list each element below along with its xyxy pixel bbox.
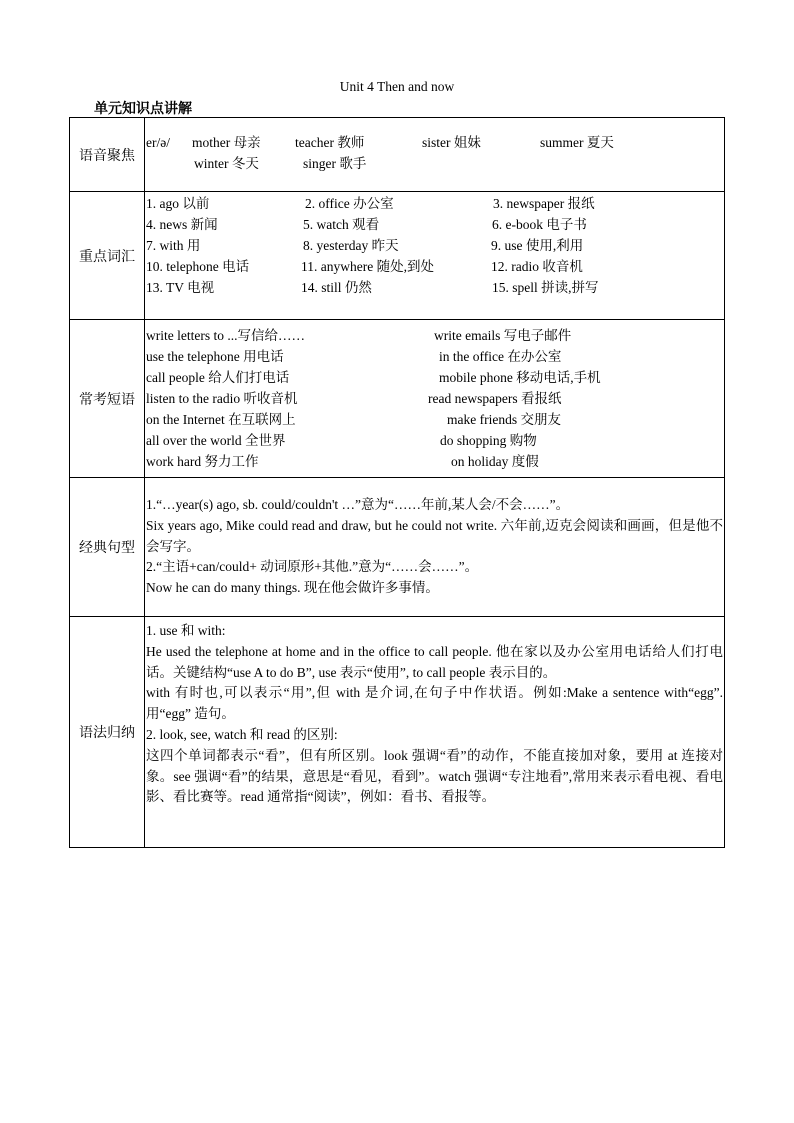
row-label: 语法归纳 (70, 617, 145, 848)
phrase-item: use the telephone 用电话 (146, 349, 284, 364)
phrase-item: work hard 努力工作 (146, 454, 259, 469)
vocab-row (70, 192, 725, 320)
phrase-item: write emails 写电子邮件 (434, 328, 572, 343)
section-heading: 单元知识点讲解 (94, 101, 192, 117)
vocab-item: 5. watch 观看 (303, 217, 380, 232)
vocab-item: 2. office 办公室 (305, 196, 394, 211)
grammar-row (70, 617, 725, 848)
phrases-row (70, 320, 725, 478)
phonetic-symbol: er/ə/ (146, 135, 170, 150)
phonetic-word: mother 母亲 (192, 135, 261, 150)
phrase-item: mobile phone 移动电话,手机 (439, 370, 601, 385)
vocab-item: 10. telephone 电话 (146, 259, 250, 274)
phonetic-word: teacher 教师 (295, 135, 365, 150)
vocab-item: 7. with 用 (146, 238, 201, 253)
phonetic-word: summer 夏天 (540, 135, 614, 150)
sentence-example: Six years ago, Mike could read and draw, but he could not write. 六年前,迈克会阅读和画画，但是他不会写字。 (146, 517, 723, 554)
page-title: Unit 4 Then and now (339, 79, 455, 94)
sentence-example: Now he can do many things. 现在他会做许多事情。 (146, 580, 439, 596)
vocab-item: 8. yesterday 昨天 (303, 238, 399, 253)
vocab-content (145, 192, 725, 320)
vocab-item: 14. still 仍然 (301, 280, 372, 295)
phrase-item: write letters to ...写信给…… (146, 328, 305, 343)
vocab-item: 1. ago 以前 (146, 196, 210, 211)
vocab-item: 11. anywhere 随处,到处 (301, 259, 434, 274)
phonetic-word: singer 歌手 (303, 156, 367, 171)
phrase-item: on the Internet 在互联网上 (146, 412, 296, 427)
phonetics-content (145, 118, 725, 192)
phonetics-row (70, 118, 725, 192)
phonetic-word: winter 冬天 (194, 156, 259, 171)
phrase-item: in the office 在办公室 (439, 349, 562, 364)
sentence-pattern: 1.“…year(s) ago, sb. could/couldn't …”意为“……年前,某人会/不会……”。 (146, 497, 570, 512)
grammar-paragraph: with 有时也,可以表示“用”,但 with 是介词,在句子中作状语。例如:Make a sentence with“egg”. 用“egg” 造句。 (146, 685, 723, 722)
vocab-item: 4. news 新闻 (146, 217, 218, 232)
phrase-item: make friends 交朋友 (447, 412, 561, 427)
grammar-point-heading: 2. look, see, watch 和 read 的区别: (146, 726, 338, 742)
phrase-item: all over the world 全世界 (146, 433, 286, 448)
vocab-item: 6. e-book 电子书 (492, 217, 587, 232)
phrase-item: read newspapers 看报纸 (428, 391, 562, 406)
vocab-item: 3. newspaper 报纸 (493, 196, 595, 211)
knowledge-table (69, 117, 725, 848)
sentences-content (145, 478, 725, 617)
sentences-row (70, 478, 725, 617)
vocab-item: 12. radio 收音机 (491, 259, 583, 274)
vocab-item: 15. spell 拼读,拼写 (492, 280, 599, 295)
row-label: 常考短语 (70, 320, 145, 478)
phrase-item: listen to the radio 听收音机 (146, 391, 298, 406)
row-label: 经典句型 (70, 478, 145, 617)
row-label: 语音聚焦 (70, 118, 145, 192)
row-label: 重点词汇 (70, 192, 145, 320)
grammar-paragraph: He used the telephone at home and in the office to call people. 他在家以及办公室用电话给人们打电话。关键结构“use A to do B”, use 表示“使用”, to call people 表示目的。 (146, 643, 723, 680)
phrase-item: on holiday 度假 (451, 454, 539, 469)
phonetic-word: sister 姐妹 (422, 135, 481, 150)
vocab-item: 9. use 使用,利用 (491, 238, 584, 253)
grammar-point-heading: 1. use 和 with: (146, 623, 226, 638)
phrases-content (145, 320, 725, 478)
phrase-item: call people 给人们打电话 (146, 370, 290, 385)
vocab-item: 13. TV 电视 (146, 280, 215, 295)
grammar-paragraph: 这四个单词都表示“看”，但有所区别。look 强调“看”的动作，不能直接加对象，要用 at 连接对象。see 强调“看”的结果，意思是“看见，看到”。watch 强调“专注地看”,常用来表示看电视、看电影、看比赛等。read 通常指“阅读”，例如：看书、看报等。 (146, 747, 723, 805)
sentence-pattern: 2.“主语+can/could+ 动词原形+其他.”意为“……会……”。 (146, 559, 479, 575)
phrase-item: do shopping 购物 (440, 433, 537, 448)
grammar-content (145, 617, 725, 848)
